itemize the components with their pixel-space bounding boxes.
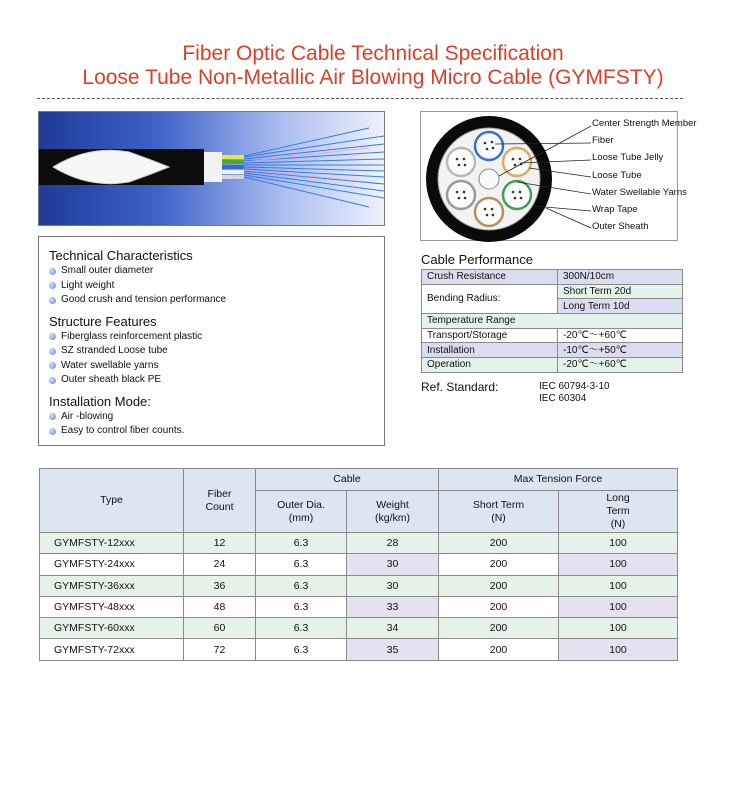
- cable-performance-title: Cable Performance: [421, 252, 533, 267]
- spec-table: [39, 468, 678, 661]
- cable-performance-table: [421, 269, 683, 373]
- cell-weight: 34: [347, 618, 439, 639]
- cell-weight: 35: [347, 639, 439, 660]
- cell-long-term: 100: [559, 533, 678, 554]
- cell-short-term: 200: [439, 554, 559, 575]
- table-row: [422, 314, 683, 329]
- installation-label: Installation: [422, 343, 558, 358]
- table-row: [422, 358, 683, 373]
- table-row: [422, 270, 683, 285]
- cell-outer-dia: 6.3: [256, 575, 347, 596]
- cell-outer-dia: 6.3: [256, 618, 347, 639]
- cell-long-term: 100: [559, 596, 678, 617]
- characteristics-box: [38, 236, 385, 446]
- table-row: [40, 533, 678, 554]
- crush-value: 300N/10cm: [558, 270, 683, 285]
- cell-weight: 28: [347, 533, 439, 554]
- cell-type: GYMFSTY-24xxx: [40, 554, 184, 575]
- list-item: [49, 424, 384, 439]
- cell-weight: 30: [347, 575, 439, 596]
- table-header-row: [40, 469, 678, 491]
- list-item: [49, 410, 384, 425]
- list-item-text: Small outer diameter: [61, 265, 154, 276]
- cell-short-term: 200: [439, 533, 559, 554]
- cell-type: GYMFSTY-48xxx: [40, 596, 184, 617]
- list-item: [49, 279, 384, 294]
- list-item-text: Easy to control fiber counts.: [61, 425, 185, 436]
- cell-long-term: 100: [559, 618, 678, 639]
- cell-short-term: 200: [439, 575, 559, 596]
- structure-list: [49, 330, 384, 388]
- temp-label: Temperature Range: [422, 314, 683, 329]
- bullet-icon: [49, 282, 56, 289]
- cell-type: GYMFSTY-36xxx: [40, 575, 184, 596]
- cell-fiber-count: 60: [184, 618, 256, 639]
- bending-label: Bending Radius:: [422, 284, 558, 313]
- table-row: [40, 554, 678, 575]
- installation-list: [49, 410, 384, 439]
- cable-photo-illustration: [39, 112, 385, 226]
- list-item-text: SZ stranded Loose tube: [61, 345, 168, 356]
- installation-mode-title: Installation Mode:: [49, 393, 151, 409]
- cell-long-term: 100: [559, 639, 678, 660]
- bullet-icon: [49, 268, 56, 275]
- label-loose-tube: Loose Tube: [592, 169, 642, 181]
- header-outer-dia: Outer Dia. (mm): [256, 491, 347, 533]
- cell-weight: 30: [347, 554, 439, 575]
- bullet-icon: [49, 297, 56, 304]
- bending-long: Long Term 10d: [558, 299, 683, 314]
- list-item: [49, 373, 384, 388]
- cell-short-term: 200: [439, 639, 559, 660]
- header-max-tension: Max Tension Force: [439, 469, 678, 491]
- list-item-text: Outer sheath black PE: [61, 374, 162, 385]
- cell-fiber-count: 48: [184, 596, 256, 617]
- bullet-icon: [49, 413, 56, 420]
- cell-weight: 33: [347, 596, 439, 617]
- technical-list: [49, 264, 384, 308]
- table-row: [40, 639, 678, 660]
- list-item-text: Fiberglass reinforcement plastic: [61, 330, 203, 342]
- cell-type: GYMFSTY-72xxx: [40, 639, 184, 660]
- label-center-strength-member: Center Strength Member: [592, 118, 697, 129]
- list-item: [49, 359, 384, 374]
- ref-standard-value: IEC 60794-3-10: [539, 381, 610, 392]
- cell-short-term: 200: [439, 596, 559, 617]
- bending-short: Short Term 20d: [558, 284, 683, 299]
- list-item: [49, 344, 384, 359]
- title-line-2: Loose Tube Non-Metallic Air Blowing Micro Cable (GYMFSTY): [82, 66, 664, 89]
- dashed-divider: [37, 98, 683, 99]
- cell-outer-dia: 6.3: [256, 596, 347, 617]
- cross-section-labels: [592, 118, 697, 238]
- technical-characteristics-title: Technical Characteristics: [49, 248, 193, 263]
- table-row: [40, 575, 678, 596]
- header-fiber-count: Fiber Count: [184, 469, 256, 533]
- cell-type: GYMFSTY-12xxx: [40, 533, 184, 554]
- bullet-icon: [49, 333, 56, 340]
- cell-short-term: 200: [439, 618, 559, 639]
- list-item-text: Good crush and tension performance: [61, 294, 227, 305]
- bullet-icon: [49, 428, 56, 435]
- bullet-icon: [49, 377, 56, 384]
- operation-value: -20℃～+60℃: [558, 358, 683, 373]
- cell-long-term: 100: [559, 575, 678, 596]
- label-outer-sheath: Outer Sheath: [592, 221, 649, 233]
- cell-fiber-count: 72: [184, 639, 256, 660]
- table-row: [422, 284, 683, 299]
- cell-type: GYMFSTY-60xxx: [40, 618, 184, 639]
- bullet-icon: [49, 362, 56, 369]
- table-row: [422, 343, 683, 358]
- cell-long-term: 100: [559, 554, 678, 575]
- cell-fiber-count: 24: [184, 554, 256, 575]
- header-type: Type: [40, 469, 184, 533]
- transport-label: Transport/Storage: [422, 328, 558, 343]
- table-row: [40, 596, 678, 617]
- cell-fiber-count: 36: [184, 575, 256, 596]
- title-line-1: Fiber Optic Cable Technical Specification: [182, 42, 564, 65]
- cell-outer-dia: 6.3: [256, 533, 347, 554]
- structure-features-title: Structure Features: [49, 313, 157, 329]
- table-row: [40, 618, 678, 639]
- installation-value: -10℃～+50℃: [558, 343, 683, 358]
- list-item: [49, 330, 384, 345]
- list-item: [49, 264, 384, 279]
- list-item-text: Air -blowing: [61, 410, 114, 422]
- label-water-swellable-yarns: Water Swellable Yarns: [592, 186, 687, 198]
- cable-photo: [38, 111, 385, 226]
- cell-fiber-count: 12: [184, 533, 256, 554]
- header-long-term: Long Term (N): [559, 491, 678, 533]
- bullet-icon: [49, 348, 56, 355]
- header-short-term: Short Term (N): [439, 491, 559, 533]
- cell-outer-dia: 6.3: [256, 554, 347, 575]
- label-wrap-tape: Wrap Tape: [592, 203, 638, 215]
- label-fiber: Fiber: [592, 135, 614, 147]
- cell-outer-dia: 6.3: [256, 639, 347, 660]
- table-row: [422, 328, 683, 343]
- header-weight: Weight (kg/km): [347, 491, 439, 533]
- header-cable: Cable: [256, 469, 439, 491]
- list-item-text: Light weight: [61, 279, 115, 291]
- transport-value: -20℃～+60℃: [558, 328, 683, 343]
- ref-standard-values: [539, 381, 610, 405]
- ref-standard-label: Ref. Standard:: [421, 380, 499, 394]
- list-item-text: Water swellable yarns: [61, 359, 159, 371]
- ref-standard-value: IEC 60304: [539, 393, 587, 404]
- operation-label: Operation: [422, 358, 558, 373]
- list-item: [49, 293, 384, 308]
- label-loose-tube-jelly: Loose Tube Jelly: [592, 152, 664, 164]
- crush-label: Crush Resistance: [422, 270, 558, 285]
